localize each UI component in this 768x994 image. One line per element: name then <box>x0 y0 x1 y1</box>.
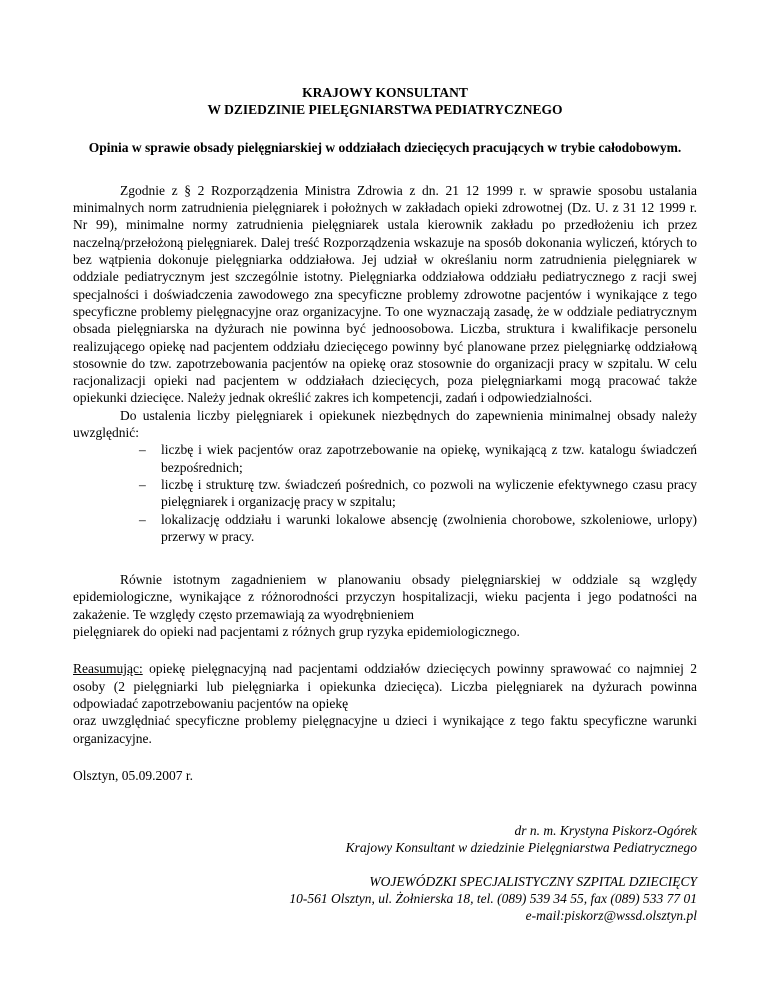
document-page <box>73 84 697 925</box>
list-item-text: lokalizację oddziału i warunki lokalowe absencję (zwolnienia chorobowe, szkoleniowe, urlopy) przerwy w pracy. <box>161 511 697 544</box>
hospital-name: WOJEWÓDZKI SPECJALISTYCZNY SZPITAL DZIECIĘCY <box>369 873 697 889</box>
considerations-list <box>73 441 697 545</box>
signature-role: Krajowy Konsultant w dziedzinie Pielęgniarstwa Pediatrycznego <box>345 840 697 856</box>
summary-text: opiekę pielęgnacyjną nad pacjentami oddziałów dziecięcych powinny sprawować co najmniej 2 osoby (2 pielęgniarki lub pielęgniarka i opiekunka dziecięca). Liczba pielęgniarek na dyżurach powinna odpowiadać zapotrzebowaniu pacjentów na opiekę <box>73 661 697 711</box>
hospital-address: 10-561 Olsztyn, ul. Żołnierska 18, tel. (089) 539 34 55, fax (089) 533 77 01 <box>289 890 697 906</box>
document-header <box>73 84 697 119</box>
list-item-text: liczbę i strukturę tzw. świadczeń pośrednich, co pozwoli na wyliczenie efektywnego czasu pracy pielęgniarek i organizację pracy w szpitalu; <box>161 476 697 510</box>
summary-label: Reasumując: <box>73 661 143 677</box>
hospital-email: e-mail:piskorz@wssd.olsztyn.pl <box>525 908 697 924</box>
signature-block <box>73 822 697 857</box>
list-item <box>95 511 697 546</box>
summary-continued: oraz uwzględniać specyficzne problemy pielęgnacyjne u dzieci i wynikające z tego faktu specyficzne warunki organizacyjne. <box>73 713 697 746</box>
dash-bullet: – <box>139 442 146 458</box>
signature-name: dr n. m. Krystyna Piskorz-Ogórek <box>514 823 697 839</box>
dash-bullet: – <box>139 511 146 527</box>
paragraph-1: Zgodnie z § 2 Rozporządzenia Ministra Zdrowia z dn. 21 12 1999 r. w sprawie sposobu ustalania minimalnych norm zatrudnienia pielęgniarek i położnych w zakładach opieki zdrowotnej (Dz. U. z 31 12 1999 r. Nr 99), minimalne normy zatrudnienia pielęgniarek ustala kierownik zakładu po przedłożeniu ich przez naczelną/przełożoną pielęgniarek. Dalej treść Rozporządzenia wskazuje na sposób dokonania wyliczeń, których to bez wątpienia dokonuje pielęgniarka oddziałowa. Jej udział w określaniu norm zatrudnienia pielęgniarek w oddziale pediatrycznym jest szczególnie istotny. Pielęgniarka oddziałowa oddziału pediatrycznego z racji swej specjalności i doświadczenia zawodowego zna specyficzne problemy zdrowotne pacjentów i wynikające z tego specyficzne problemy pielęgnacyjne oraz organizacyjne. To one wyznaczają zasadę, że w oddziale pediatrycznym obsada pielęgniarska na dyżurach nie powinna być jednoosobowa. Liczba, struktura i kwalifikacje personelu realizującego opiekę nad pacjentem oddziału dziecięcego powinny być planowane przez pielęgniarkę oddziałową stosownie do tzw. zapotrzebowania pacjentów na opiekę oraz stosownie do organizacji pracy w szpitalu. W celu racjonalizacji opieki nad pacjentem w oddziałach dziecięcych, poza pielęgniarkami mogą pracować także opiekunki dziecięce. Należy jednak określić zakres ich kompetencji, zadań i odpowiedzialności. <box>73 182 697 406</box>
header-line-2: W DZIEDZINIE PIELĘGNIARSTWA PEDIATRYCZNEGO <box>207 102 563 118</box>
hospital-block <box>73 873 697 925</box>
summary-paragraph <box>73 660 697 712</box>
list-item <box>95 476 697 511</box>
document-subject: Opinia w sprawie obsady pielęgniarskiej w oddziałach dziecięcych pracujących w trybie całodobowym. <box>88 139 682 155</box>
list-item <box>95 441 697 476</box>
paragraph-2: Do ustalenia liczby pielęgniarek i opiekunek niezbędnych do zapewnienia minimalnej obsady należy uwzględnić: <box>73 407 697 441</box>
place-date: Olsztyn, 05.09.2007 r. <box>73 767 193 783</box>
dash-bullet: – <box>139 476 146 492</box>
list-item-text: liczbę i wiek pacjentów oraz zapotrzebowanie na opiekę, wynikającą z tzw. katalogu świadczeń bezpośrednich; <box>161 442 697 475</box>
paragraph-3: Równie istotnym zagadnieniem w planowaniu obsady pielęgniarskiej w oddziale są względy epidemiologiczne, wynikające z różnorodności przyczyn hospitalizacji, wieku pacjenta i jego podatności na zakażenie. Te względy często przemawiają za wyodrębnieniem <box>73 572 697 622</box>
paragraph-3-continued: pielęgniarek do opieki nad pacjentami z różnych grup ryzyka epidemiologicznego. <box>73 624 520 640</box>
header-line-1: KRAJOWY KONSULTANT <box>302 85 468 100</box>
